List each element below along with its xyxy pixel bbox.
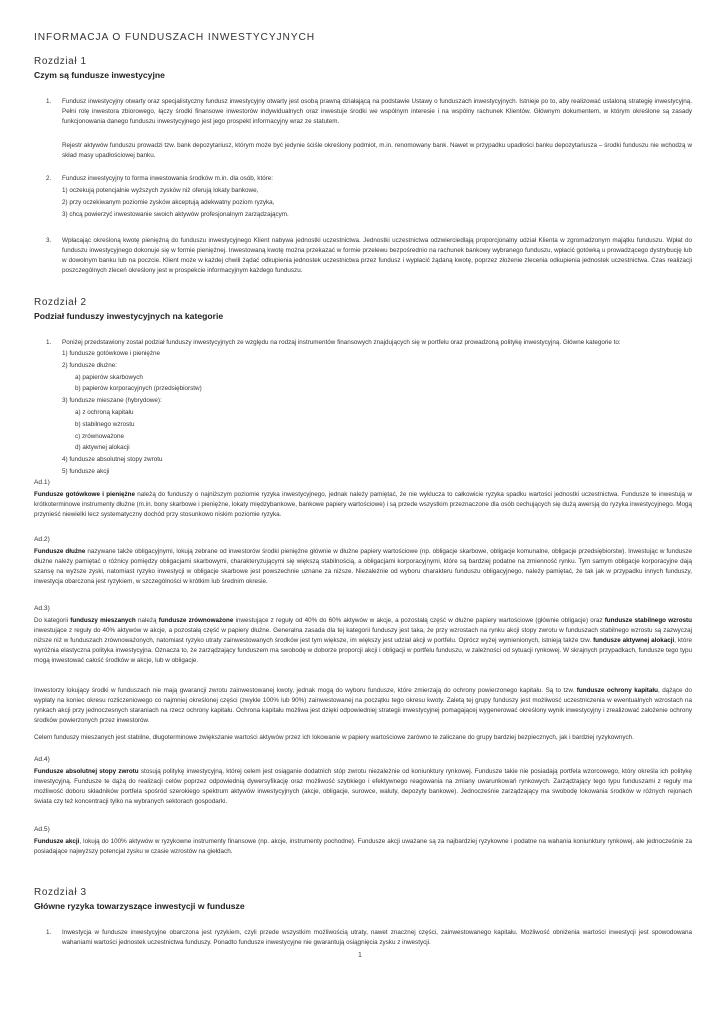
ad-5-body: , lokują do 100% aktywów w ryzykowne instrumenty finansowe (np. akcje, instrumenty pochodne). Fundusze akcji uważane są za najbardziej ryzykowne i podatne na wahania koniunktury rynkowej, ale jednocześnie za posiadające najwyższy potencjał zysku w czasie wzrostów na giełdach. [34,838,693,855]
ad-5-label: Ad.5) [34,826,50,833]
ad-3-capital-protection-paragraph [34,686,692,726]
category-list-item: 3) fundusze mieszane (hybrydowe): [62,397,162,404]
chapter-1-label: Rozdział 1 [34,56,87,67]
chapter-1-item-2-reason-1: 1) oczekują potencjalnie wyższych zysków niż oferują lokaty bankowe, [62,187,259,194]
ad-3-term-mixed: funduszy mieszanych [70,617,136,624]
ad-3-segment: Do kategorii [34,617,71,624]
ad-1-body: należą do funduszy o najniższym poziomie ryzyka inwestycyjnego, jednak należy pamiętać, że nie wyklucza to całkowicie ryzyka spadku wartości jednostki uczestnictwa. Fundusze te inwestują w krótkoterminowe instrumenty dłużne (m.in. bony skarbowe i pieniężne, lokaty międzybankowe, bankowe papiery wartościowe) i są przede wszystkim przeznaczone dla osób cechujących się dużą awersją do ryzyka inwestycyjnego. Mogą przynieść niewielki lecz systematyczny dochód przy stosunkowo niskim poziomie ryzyka. [34,491,692,518]
category-sublist-item: d) aktywnej alokacji [75,444,130,451]
chapter-1-item-1-text: Fundusz inwestycyjny otwarty oraz specjalistyczny fundusz inwestycyjny otwarty jest osobą prawną działającą na podstawie Ustawy o funduszach inwestycyjnych. Istnieje po to, aby realizować ustaloną strategię inwestycyjną. Pełni rolę inwestora zbiorowego, łączy środki finansowe inwestorów indywidualnych oraz inwestuje środki we wspólnym interesie i na wspólny rachunek Klientów. Głównym dokumentem, w którym określone są zasady funkcjonowania danego funduszu inwestycyjnego jest jego prospekt informacyjny wraz ze statutem. [62,98,692,125]
ad-3-segment: , dążące do wypłaty na koniec okresu rozliczeniowego co najmniej określonej części (zwykle 100% lub 90%) zainwestowanej na początku tego okresu kwoty. Zaletą tej grupy funduszy jest możliwość uczestniczenia w ewentualnych wzrostach na rynkach akcji przy jednoczesnych staraniach na rzecz ochrony kapitału. Ochrona kapitału możliwa jest dzięki odpowiedniej strategii inwestycyjnej pomagającej wygenerować określony wynik inwestycyjny i zrealizować założenie ochrony środków powierzonych przez inwestorów. [34,687,692,724]
ad-3-segment: inwestujące z reguły do 40% aktywów w akcje, a pozostałą część w papiery dłużne. Generalna zasada dla tej kategorii funduszy jest taka, że przy wzrostach na rynku akcji stopy zwrotu w funduszach stabilnego wzrostu są zazwyczaj niższe niż w funduszach zrównoważonych, natomiast ryzyko utraty zainwestowanych środków jest tym większe, im większy jest udział akcji w portfelu. Oprócz wyżej wymienionych, istnieją także tzw. [34,626,692,644]
ad-2-term: Fundusze dłużne [34,548,86,555]
category-list-item: 2) fundusze dłużne: [62,362,117,369]
chapter-3-title: Główne ryzyka towarzyszące inwestycji w fundusze [34,901,245,911]
ad-3-segment: należą [135,617,159,624]
ad-3-segment: inwestujące z reguły od 40% do 60% aktywów w akcje, a pozostałą część w dłużne papiery wartościowe (głównie obligacje) oraz [233,617,605,624]
category-sublist-item: c) zrównoważone [75,433,124,440]
chapter-1-item-3-number: 3. [46,237,52,244]
category-sublist-item: b) papierów korporacyjnych (przedsiębiorstw) [75,385,202,392]
ad-3-term-capital-protection: fundusze ochrony kapitału [576,687,658,694]
ad-1-term: Fundusze gotówkowe i pieniężne [34,491,135,498]
chapter-1-item-2-number: 2. [46,175,52,182]
chapter-1-item-1-number: 1. [46,98,52,105]
chapter-2-title: Podział funduszy inwestycyjnych na kategorie [34,311,224,321]
document-title: INFORMACJA O FUNDUSZACH INWESTYCYJNYCH [34,32,315,43]
category-list-item: 5) fundusze akcji [62,468,110,475]
ad-4-term: Fundusze absolutnej stopy zwrotu [34,768,139,775]
chapter-1-item-2-intro: Fundusz inwestycyjny to forma inwestowania środków m.in. dla osób, które: [62,175,274,182]
ad-3-segment: Inwestorzy lokujący środki w funduszach nie mają gwarancji zwrotu zainwestowanej kwoty, jednak mogą do wyboru fundusze, które zmierzają do ochrony powierzonego kapitału. Są to tzw. [34,687,577,694]
ad-3-term-active-allocation: fundusze aktywnej alokacji [593,636,675,644]
ad-5-term: Fundusze akcji [34,838,80,845]
category-sublist-item: a) z ochroną kapitału [75,409,134,416]
ad-1-text [34,490,692,520]
category-list-item: 4) fundusze absolutnej stopy zwrotu [62,456,163,463]
chapter-1-item-2-reason-2: 2) przy oczekiwanym poziomie zysków akceptują adekwatny poziom ryzyka, [62,199,275,206]
chapter-1-title: Czym są fundusze inwestycyjne [34,70,165,80]
ad-3-text [34,616,692,666]
chapter-1-item-3-text: Wpłacając określoną kwotę pieniężną do funduszu inwestycyjnego Klient nabywa jednostki uczestnictwa. Jednostki uczestnictwa odzwierciedlają proporcjonalny udział Klienta w zgromadzonym majątku funduszu. Wpłat do funduszu inwestycyjnego dokonuje się w formie pieniężnej. Inwestowaną kwotę można przekazać w formie przelewu bezpośrednio na rachunek bankowy wybranego funduszu, wpłacić gotówką u prowadzącego dystrybucję lub w dowolnym banku lub na poczcie. Klient może w każdej chwili żądać odkupienia jednostek uczestnictwa przez fundusz i wypłacić żądaną kwotę, poprzez złożenie zlecenia odkupienia jednostek uczestnictwa. Czas realizacji poszczególnych zleceń określony jest w prospekcie informacyjnym każdego funduszu. [62,237,692,274]
ad-5-text [34,837,692,857]
chapter-3-item-1-number: 1. [46,929,52,936]
ad-3-summary-paragraph: Celem funduszy mieszanych jest stabilne, długoterminowe zwiększanie wartości aktywów przez ich lokowanie w papiery wartościowe zarówno te zaliczane do grupy bardziej bezpiecznych, jak i bardziej ryzykownych. [34,734,634,741]
chapter-2-item-1-intro: Poniżej przedstawiony został podział funduszy inwestycyjnych ze względu na rodzaj instrumentów finansowych znajdujących się w portfelu oraz prowadzoną politykę inwestycyjną. Główne kategorie to: [62,339,621,346]
category-sublist-item: a) papierów skarbowych [75,374,143,381]
ad-4-text [34,767,692,807]
chapter-3-label: Rozdział 3 [34,887,87,898]
ad-3-term-stable-growth: fundusze stabilnego wzrostu [604,617,692,624]
category-sublist-item: b) stabilnego wzrostu [75,421,135,428]
ad-4-label: Ad.4) [34,756,50,763]
chapter-1-item-1-depositary: Rejestr aktywów funduszu prowadzi tzw. bank depozytariusz, którym może być jedynie ściśle określony podmiot, m.in. renomowany bank. Nawet w przypadku upadłości banku depozytariusza – środki funduszu nie wchodzą w skład masy upadłościowej banku. [62,142,692,159]
chapter-2-label: Rozdział 2 [34,297,87,308]
chapter-1-item-2-reason-3: 3) chcą powierzyć inwestowanie swoich aktywów profesjonalnym zarządzającym. [62,211,289,218]
ad-2-text [34,547,692,587]
page-number: 1 [358,952,362,959]
ad-3-label: Ad.3) [34,605,50,612]
category-list-item: 1) fundusze gotówkowe i pieniężne [62,350,161,357]
ad-2-label: Ad.2) [34,536,50,543]
chapter-2-item-1-number: 1. [46,339,52,346]
ad-2-body: nazywane także obligacyjnymi, lokują zebrane od inwestorów środki pieniężne głównie w dłużne papiery wartościowe (np. obligacje skarbowe, obligacje komunalne, obligacje przedsiębiorstw). Inwestując w fundusze dłużne należy pamiętać o różnicy pomiędzy obligacjami skarbowymi, charakteryzującymi się większą stabilnością, a obligacjami korporacyjnymi, które są bardziej podatne na zmienność rynku. Tym samym obligacje korporacyjne dają szansę na wyższe zyski, natomiast ryzyko inwestycji w obligacje skarbowe jest powszechnie uznane za niższe. Niezależnie od wyboru charakteru funduszu obligacyjnego, należy pamiętać, że tak jak w przypadku innych funduszy, inwestycja obarczona jest ryzykiem, w szczególności w krótkim lub średnim okresie. [34,548,692,585]
ad-3-segment: , które wyróżnia elastyczna polityka inwestycyjna. Oznacza to, że zarządzający funduszem ma swobodę w doborze proporcji akcji i obligacji w portfelu funduszu, w zależności od sytuacji rynkowej. W skrajnych przypadkach, fundusze tego typu mogą inwestować całość środków w akcje, lub w obligacje. [34,636,692,664]
ad-1-label: Ad.1) [34,479,50,486]
ad-4-body: stosują politykę inwestycyjną, której celem jest osiąganie dodatnich stóp zwrotu niezależnie od koniunktury rynkowej. Fundusze takie nie posiadają portfela wzorcowego, który określa ich politykę inwestycyjną. Fundusze te dążą do realizacji celów poprzez odpowiednią dywersyfikację oraz możliwość szybkiego i efektywnego reagowania na zmiany uwarunkowań rynkowych. Zarządzający tego typu funduszami z reguły ma możliwość doboru składników portfela spośród szerokiego spektrum aktywów inwestycyjnych (akcje, obligacje, surowce, waluty, depozyty bankowe). Jednocześnie zarządzający ma swobodę lokowania środków w różnych rejonach świata czy też koncentracji tylko na wybranych sektorach gospodarki. [34,768,692,805]
chapter-3-item-1-text: Inwestycja w fundusze inwestycyjne obarczona jest ryzykiem, czyli przede wszystkim możliwością utraty, nawet znacznej części, zainwestowanego kapitału. Możliwość obniżenia wartości inwestycji jest spowodowana wahaniami wartości jednostek uczestnictwa funduszy. Ponadto fundusze inwestycyjne nie gwarantują osiągnięcia zysku z inwestycji. [62,929,692,946]
ad-3-term-balanced: fundusze zrównoważone [158,617,234,624]
